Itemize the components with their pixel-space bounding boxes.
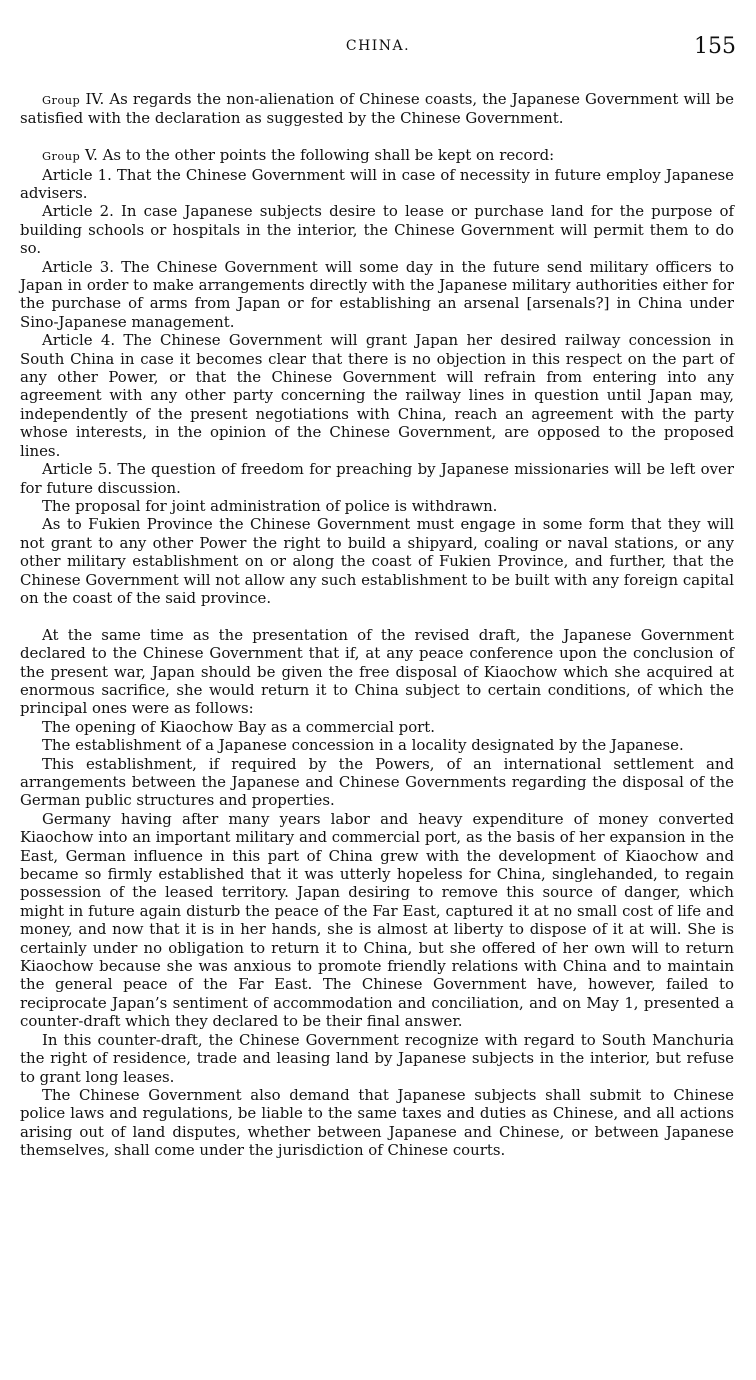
article-4: Article 4. The Chinese Government will grant Japan her desired railway concession in South China in case it becomes clear that there is no objection in this respect on the part of any other Power, or that the Chinese Government will refrain from entering into any agreement with any other party concerning the railway lines in question until Japan may, independently of the present negotiations with China, reach an agreement with the party whose interests, in the opinion of the Chinese Government, are opposed to the proposed lines. [20,331,734,460]
paragraph-group-v [20,146,734,165]
running-head: CHINA. [345,38,411,54]
page-number: 155 [694,34,736,59]
page-body [20,90,734,1160]
article-5: Article 5. The question of freedom for preaching by Japanese missionaries will be left over for future discussion. [20,460,734,497]
condition-international-settlement: This establishment, if required by the Powers, of an international settlement and arrangements between the Japanese and Chinese Governments regarding the disposal of the German public structures and properties. [20,754,734,810]
condition-commercial-port: The opening of Kiaochow Bay as a commercial port. [42,717,436,736]
paragraph-police: The proposal for joint administration of police is withdrawn. [42,496,498,515]
page-header [0,34,756,60]
group-label: Group [42,149,81,164]
paragraph-text: V. As to the other points the following shall be kept on record: [80,146,555,165]
paragraph-group-iv [20,90,734,128]
paragraph-revised-draft: At the same time as the presentation of the revised draft, the Japanese Government declared to the Chinese Government that if, at any peace conference upon the conclusion of the present war, Japan should be given the free disposal of Kiaochow which she acquired at enormous sacrifice, she would return it to China subject to certain conditions, of which the principal ones were as follows: [20,625,734,718]
article-3: Article 3. The Chinese Government will some day in the future send military officers to Japan in order to make arrangements directly with the Japanese military authorities either for the purchase of arms from Japan or for establishing an arsenal [arsenals?] in China under Sino-Japanese management. [20,257,734,331]
paragraph-counter-draft: In this counter-draft, the Chinese Government recognize with regard to South Manchuria the right of residence, trade and leasing land by Japanese subjects in the interior, but refuse to grant long leases. [20,1030,734,1086]
paragraph-text: IV. As regards the non-alienation of Chinese coasts, the Japanese Government will be satisfied with the declaration as suggested by the Chinese Government. [20,90,734,128]
paragraph-fukien: As to Fukien Province the Chinese Government must engage in some form that they will not grant to any other Power the right to build a shipyard, coaling or naval stations, or any other military establishment on or along the coast of Fukien Province, and further, that the Chinese Government will not allow any such establishment to be built with any foreign capital on the coast of the said province. [20,515,734,607]
paragraph-germany: Germany having after many years labor and heavy expenditure of money converted Kiaochow into an important military and commercial port, as the basis of her expansion in the East, German influence in this part of China grew with the development of Kiaochow and became so firmly established that it was utterly hopeless for China, singlehanded, to regain possession of the leased territory. Japan desiring to remove this source of danger, which might in future again disturb the peace of the Far East, captured it at no small cost of life and money, and now that it is in her hands, she is almost at liberty to dispose of it at will. She is certainly under no obligation to return it to China, but she offered of her own will to return Kiaochow because she was anxious to promote friendly relations with China and to maintain the general peace of the Far East. The Chinese Government have, however, failed to reciprocate Japan’s sentiment of accommodation and conciliation, and on May 1, presented a counter-draft which they declared to be their final answer. [20,809,734,1031]
paragraph-chinese-demands: The Chinese Government also demand that Japanese subjects shall submit to Chinese police laws and regulations, be liable to the same taxes and duties as Chinese, and all actions arising out of land disputes, whether between Japanese and Chinese, or between Japanese themselves, shall come under the jurisdiction of Chinese courts. [20,1085,734,1160]
condition-japanese-concession: The establishment of a Japanese concession in a locality designated by the Japanese. [42,736,684,755]
group-label: Group [42,93,81,107]
article-1: Article 1. That the Chinese Government will in case of necessity in future employ Japanese advisers. [20,165,734,203]
article-2: Article 2. In case Japanese subjects desire to lease or purchase land for the purpose of building schools or hospitals in the interior, the Chinese Government will permit them to do so. [20,202,734,258]
